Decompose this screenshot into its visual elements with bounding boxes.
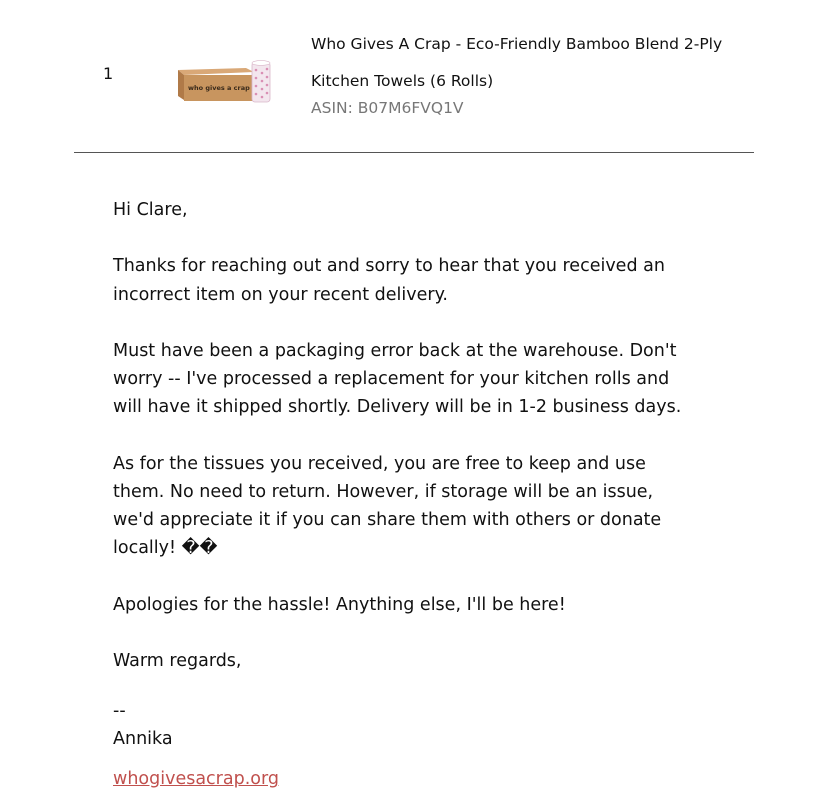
text-line: Must have been a packaging error back at the warehouse. Don't: [113, 340, 677, 361]
roll-top: [252, 61, 270, 66]
website-link[interactable]: whogivesacrap.org: [113, 768, 279, 789]
text-line: them. No need to return. However, if storage will be an issue,: [113, 481, 654, 502]
signature-name: Annika: [113, 728, 173, 749]
email-paragraph: [113, 450, 753, 563]
product-asin: ASIN: B07M6FVQ1V: [311, 99, 464, 117]
product-title-line: Kitchen Towels (6 Rolls): [311, 72, 494, 90]
email-greeting: Hi Clare,: [113, 200, 188, 220]
email-paragraph: [113, 252, 753, 308]
text-line: we'd appreciate it if you can share them with others or donate: [113, 510, 662, 531]
box-brand-text: who gives a crap: [188, 84, 250, 92]
signature-separator: --: [113, 700, 126, 721]
text-line: Thanks for reaching out and sorry to hear that you received an: [113, 256, 665, 277]
email-body: [113, 196, 753, 793]
product-thumbnail[interactable]: [176, 58, 272, 106]
text-line: locally! ��: [113, 538, 218, 559]
text-line: will have it shipped shortly. Delivery will be in 1-2 business days.: [113, 397, 682, 418]
product-title-line: Who Gives A Crap - Eco-Friendly Bamboo Blend 2-Ply: [311, 35, 723, 53]
email-paragraph: Apologies for the hassle! Anything else, I'll be here!: [113, 594, 566, 615]
box-top: [178, 68, 254, 75]
product-title-link[interactable]: [311, 26, 781, 100]
box-front: [178, 70, 184, 100]
text-line: As for the tissues you received, you are free to keep and use: [113, 453, 646, 474]
item-quantity: 1: [103, 64, 114, 83]
email-paragraph: [113, 337, 753, 422]
text-line: worry -- I've processed a replacement for your kitchen rolls and: [113, 369, 670, 390]
text-line: incorrect item on your recent delivery.: [113, 284, 448, 305]
email-closing: Warm regards,: [113, 651, 242, 672]
section-divider: [74, 152, 754, 153]
